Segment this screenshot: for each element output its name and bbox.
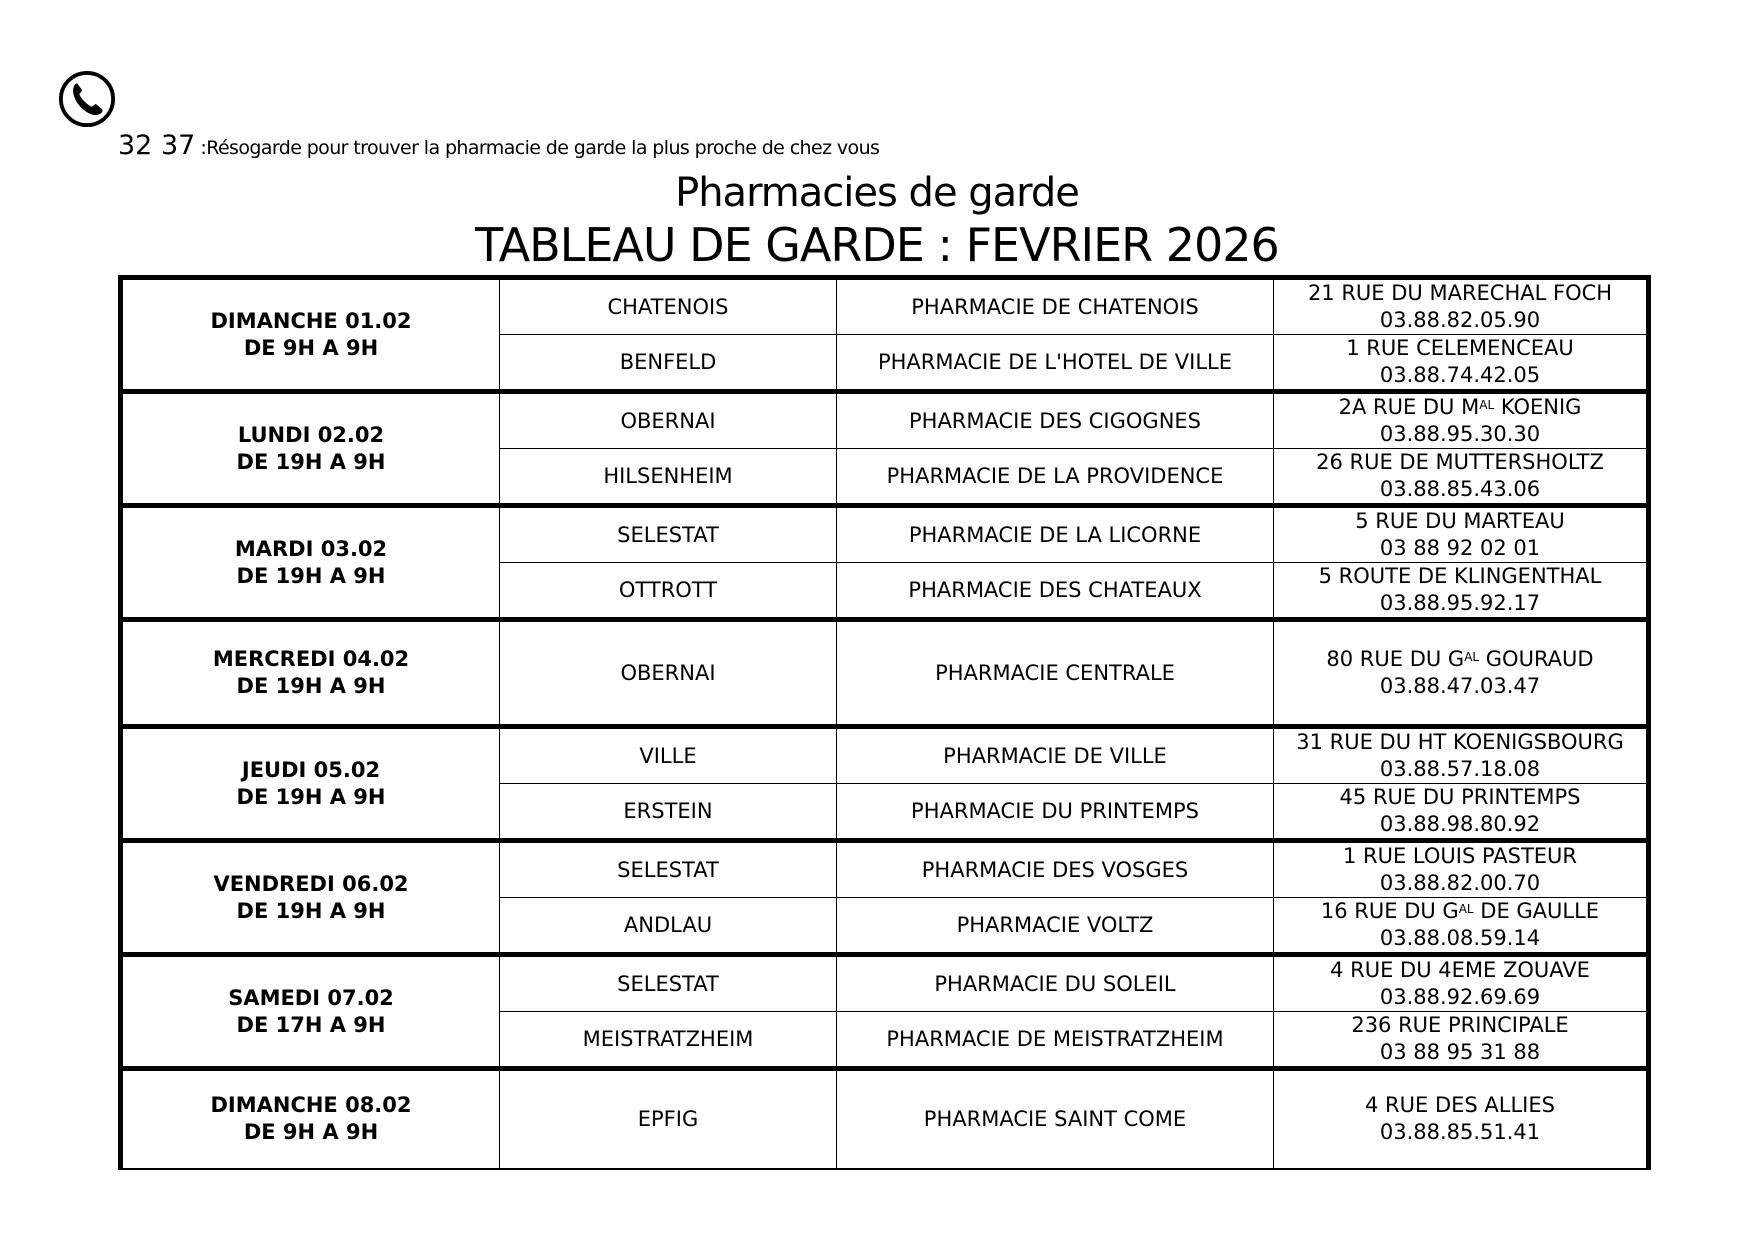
address-cell	[1274, 784, 1649, 841]
phone-number: 03 88 95 31 88	[1379, 1040, 1541, 1064]
address-cell	[1274, 955, 1649, 1012]
day-date: DIMANCHE 08.02	[210, 1093, 412, 1118]
phone-number: 03.88.85.51.41	[1379, 1120, 1541, 1145]
day-hours: DE 19H A 9H	[236, 563, 386, 588]
day-hours: DE 19H A 9H	[236, 674, 386, 698]
day-cell	[121, 1069, 500, 1169]
address-line	[1274, 1092, 1646, 1119]
address-superscript: AL	[1464, 650, 1480, 664]
city-cell: HILSENHEIM	[500, 449, 837, 506]
address-cell	[1274, 563, 1649, 620]
day-hours: DE 9H A 9H	[243, 1120, 379, 1145]
address-line	[1274, 957, 1646, 984]
address-text: 2A RUE DU M	[1338, 395, 1480, 419]
page-title: Pharmacies de garde	[675, 170, 1079, 216]
address-line	[1274, 898, 1646, 925]
day-hours: DE 17H A 9H	[236, 1012, 386, 1037]
address-line	[1274, 449, 1646, 476]
hotline-description: :Résogarde pour trouver la pharmacie de garde la plus proche de chez vous	[200, 137, 880, 159]
address-line	[1274, 508, 1646, 535]
pharmacy-name-cell: PHARMACIE DES VOSGES	[837, 841, 1274, 898]
phone-number: 03.88.95.30.30	[1379, 422, 1541, 446]
address-line	[1274, 563, 1646, 590]
address-text: 45 RUE DU PRINTEMPS	[1339, 785, 1581, 809]
phone-number: 03.88.74.42.05	[1379, 363, 1541, 387]
pharmacy-name-cell: PHARMACIE DE L'HOTEL DE VILLE	[837, 335, 1274, 392]
pharmacy-name-cell: PHARMACIE DES CHATEAUX	[837, 563, 1274, 620]
day-date: JEUDI 05.02	[241, 757, 381, 782]
address-line	[1274, 394, 1646, 421]
pharmacy-name-cell: PHARMACIE DE LA LICORNE	[837, 506, 1274, 563]
pharmacy-name-cell: PHARMACIE VOLTZ	[837, 898, 1274, 955]
phone-number: 03.88.47.03.47	[1379, 674, 1541, 698]
city-cell: EPFIG	[500, 1069, 837, 1169]
pharmacy-name-cell: PHARMACIE CENTRALE	[837, 620, 1274, 727]
day-date: VENDREDI 06.02	[213, 871, 409, 896]
schedule-row	[121, 841, 1649, 898]
phone-number: 03.88.92.69.69	[1379, 985, 1541, 1009]
day-hours: DE 9H A 9H	[243, 335, 379, 360]
city-cell: SELESTAT	[500, 841, 837, 898]
phone-number: 03.88.57.18.08	[1379, 757, 1541, 781]
pharmacy-name-cell: PHARMACIE DU PRINTEMPS	[837, 784, 1274, 841]
address-cell	[1274, 278, 1649, 335]
address-cell	[1274, 1012, 1649, 1069]
day-cell	[121, 392, 500, 506]
city-cell: ANDLAU	[500, 898, 837, 955]
day-hours: DE 19H A 9H	[236, 449, 386, 474]
pharmacy-name-cell: PHARMACIE DE MEISTRATZHEIM	[837, 1012, 1274, 1069]
schedule-row	[121, 727, 1649, 784]
city-cell: OTTROTT	[500, 563, 837, 620]
phone-number: 03.88.08.59.14	[1379, 926, 1541, 950]
address-text: 31 RUE DU HT KOENIGSBOURG	[1296, 730, 1624, 754]
day-hours: DE 19H A 9H	[236, 898, 386, 923]
day-hours: DE 19H A 9H	[236, 784, 386, 809]
day-date: SAMEDI 07.02	[228, 985, 394, 1010]
phone-number: 03.88.85.43.06	[1379, 477, 1541, 501]
address-text: 4 RUE DES ALLIES	[1365, 1093, 1555, 1118]
pharmacy-name-cell: PHARMACIE SAINT COME	[837, 1069, 1274, 1169]
day-cell	[121, 620, 500, 727]
address-superscript: AL	[1479, 398, 1495, 412]
schedule-row	[121, 278, 1649, 335]
address-line	[1274, 646, 1646, 673]
day-cell	[121, 955, 500, 1069]
address-text: 4 RUE DU 4EME ZOUAVE	[1330, 958, 1590, 982]
address-text: 236 RUE PRINCIPALE	[1351, 1013, 1569, 1037]
address-cell	[1274, 620, 1649, 727]
pharmacy-name-cell: PHARMACIE DE CHATENOIS	[837, 278, 1274, 335]
address-cell	[1274, 1069, 1649, 1169]
page-subtitle: TABLEAU DE GARDE : FEVRIER 2026	[475, 218, 1279, 272]
address-line	[1274, 1012, 1646, 1039]
address-line	[1274, 335, 1646, 362]
pharmacy-name-cell: PHARMACIE DES CIGOGNES	[837, 392, 1274, 449]
address-cell	[1274, 335, 1649, 392]
address-line	[1274, 729, 1646, 756]
day-date: MARDI 03.02	[234, 536, 388, 561]
city-cell: MEISTRATZHEIM	[500, 1012, 837, 1069]
phone-icon	[58, 70, 116, 128]
city-cell: OBERNAI	[500, 620, 837, 727]
address-text: 26 RUE DE MUTTERSHOLTZ	[1316, 450, 1604, 474]
schedule-row	[121, 506, 1649, 563]
pharmacy-name-cell: PHARMACIE DE VILLE	[837, 727, 1274, 784]
phone-number: 03 88 92 02 01	[1379, 536, 1541, 560]
day-cell	[121, 727, 500, 841]
duty-schedule-table	[118, 275, 1651, 1170]
address-cell	[1274, 898, 1649, 955]
address-text: 5 ROUTE DE KLINGENTHAL	[1318, 564, 1602, 588]
address-cell	[1274, 449, 1649, 506]
phone-number: 03.88.98.80.92	[1379, 812, 1541, 836]
city-cell: BENFELD	[500, 335, 837, 392]
address-text: 80 RUE DU G	[1326, 647, 1465, 671]
city-cell: CHATENOIS	[500, 278, 837, 335]
hotline-info	[118, 130, 879, 161]
address-text-continued: GOURAUD	[1479, 647, 1594, 671]
address-cell	[1274, 506, 1649, 563]
address-line	[1274, 784, 1646, 811]
hotline-number: 32 37	[118, 130, 196, 161]
day-cell	[121, 506, 500, 620]
phone-number: 03.88.82.00.70	[1379, 871, 1541, 895]
phone-number: 03.88.82.05.90	[1379, 308, 1541, 332]
city-cell: SELESTAT	[500, 506, 837, 563]
address-text: 21 RUE DU MARECHAL FOCH	[1307, 281, 1613, 305]
address-line	[1274, 843, 1646, 870]
city-cell: OBERNAI	[500, 392, 837, 449]
city-cell: SELESTAT	[500, 955, 837, 1012]
address-text: 1 RUE LOUIS PASTEUR	[1342, 844, 1578, 868]
pharmacy-name-cell: PHARMACIE DE LA PROVIDENCE	[837, 449, 1274, 506]
address-cell	[1274, 392, 1649, 449]
schedule-row	[121, 1069, 1649, 1169]
address-text: 5 RUE DU MARTEAU	[1355, 509, 1565, 533]
city-cell: ERSTEIN	[500, 784, 837, 841]
day-cell	[121, 841, 500, 955]
city-cell: VILLE	[500, 727, 837, 784]
address-superscript: AL	[1458, 902, 1474, 916]
phone-number: 03.88.95.92.17	[1379, 591, 1541, 615]
address-cell	[1274, 841, 1649, 898]
day-date: MERCREDI 04.02	[212, 647, 410, 671]
address-cell	[1274, 727, 1649, 784]
schedule-row	[121, 392, 1649, 449]
address-text: 1 RUE CELEMENCEAU	[1346, 336, 1574, 360]
day-date: DIMANCHE 01.02	[210, 308, 412, 333]
pharmacy-name-cell: PHARMACIE DU SOLEIL	[837, 955, 1274, 1012]
day-date: LUNDI 02.02	[237, 422, 385, 447]
schedule-row	[121, 620, 1649, 727]
address-line	[1274, 280, 1646, 307]
day-cell	[121, 278, 500, 392]
address-text-continued: DE GAULLE	[1473, 899, 1600, 923]
address-text-continued: KOENIG	[1494, 395, 1582, 419]
address-text: 16 RUE DU G	[1320, 899, 1459, 923]
schedule-row	[121, 955, 1649, 1012]
